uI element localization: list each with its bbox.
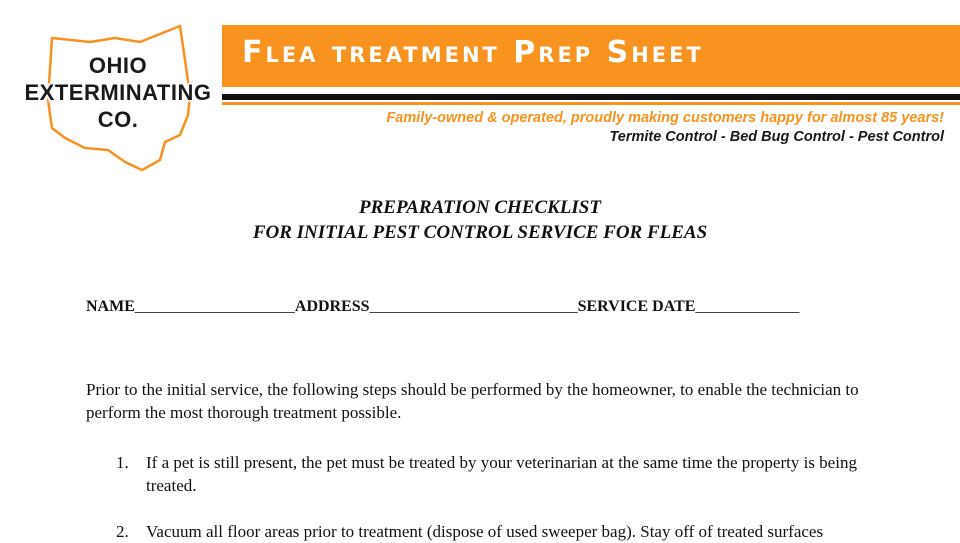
- service-date-field[interactable]: _____________: [695, 298, 800, 315]
- service-date-label: SERVICE DATE: [577, 298, 696, 315]
- name-field[interactable]: ____________________: [134, 298, 295, 315]
- checklist-item-text: If a pet is still present, the pet must be treated by your veterinarian at the same time the property is being treated.: [146, 453, 857, 495]
- header-rule-black: [222, 94, 960, 100]
- checklist-item-number: 2.: [116, 522, 129, 541]
- checklist-item-text: Vacuum all floor areas prior to treatment (dispose of used sweeper bag). Stay off of treated surfaces: [146, 522, 824, 541]
- document-title: Flea treatment Prep Sheet: [242, 35, 704, 70]
- company-tagline: Family-owned & operated, proudly making customers happy for almost 85 years!: [386, 110, 944, 126]
- name-label: NAME: [86, 298, 135, 315]
- services-line: Termite Control - Bed Bug Control - Pest Control: [609, 129, 944, 145]
- checklist-subheading: FOR INITIAL PEST CONTROL SERVICE FOR FLEAS: [252, 222, 708, 243]
- checklist-item: [116, 451, 906, 497]
- logo-line-ohio: OHIO: [88, 53, 148, 78]
- logo-line-exterminating: EXTERMINATING: [24, 80, 212, 105]
- title-banner: [222, 25, 960, 87]
- address-field[interactable]: __________________________: [369, 298, 578, 315]
- customer-info-fields: [86, 298, 799, 316]
- header-rule-orange: [222, 102, 960, 105]
- checklist-item-number: 1.: [116, 453, 129, 472]
- checklist-heading: PREPARATION CHECKLIST: [359, 197, 601, 218]
- logo-line-co: CO.: [97, 107, 139, 132]
- address-label: ADDRESS: [294, 298, 370, 315]
- intro-paragraph: Prior to the initial service, the following steps should be performed by the homeowner, to enable the technician to perform the most thorough treatment possible.: [86, 380, 859, 422]
